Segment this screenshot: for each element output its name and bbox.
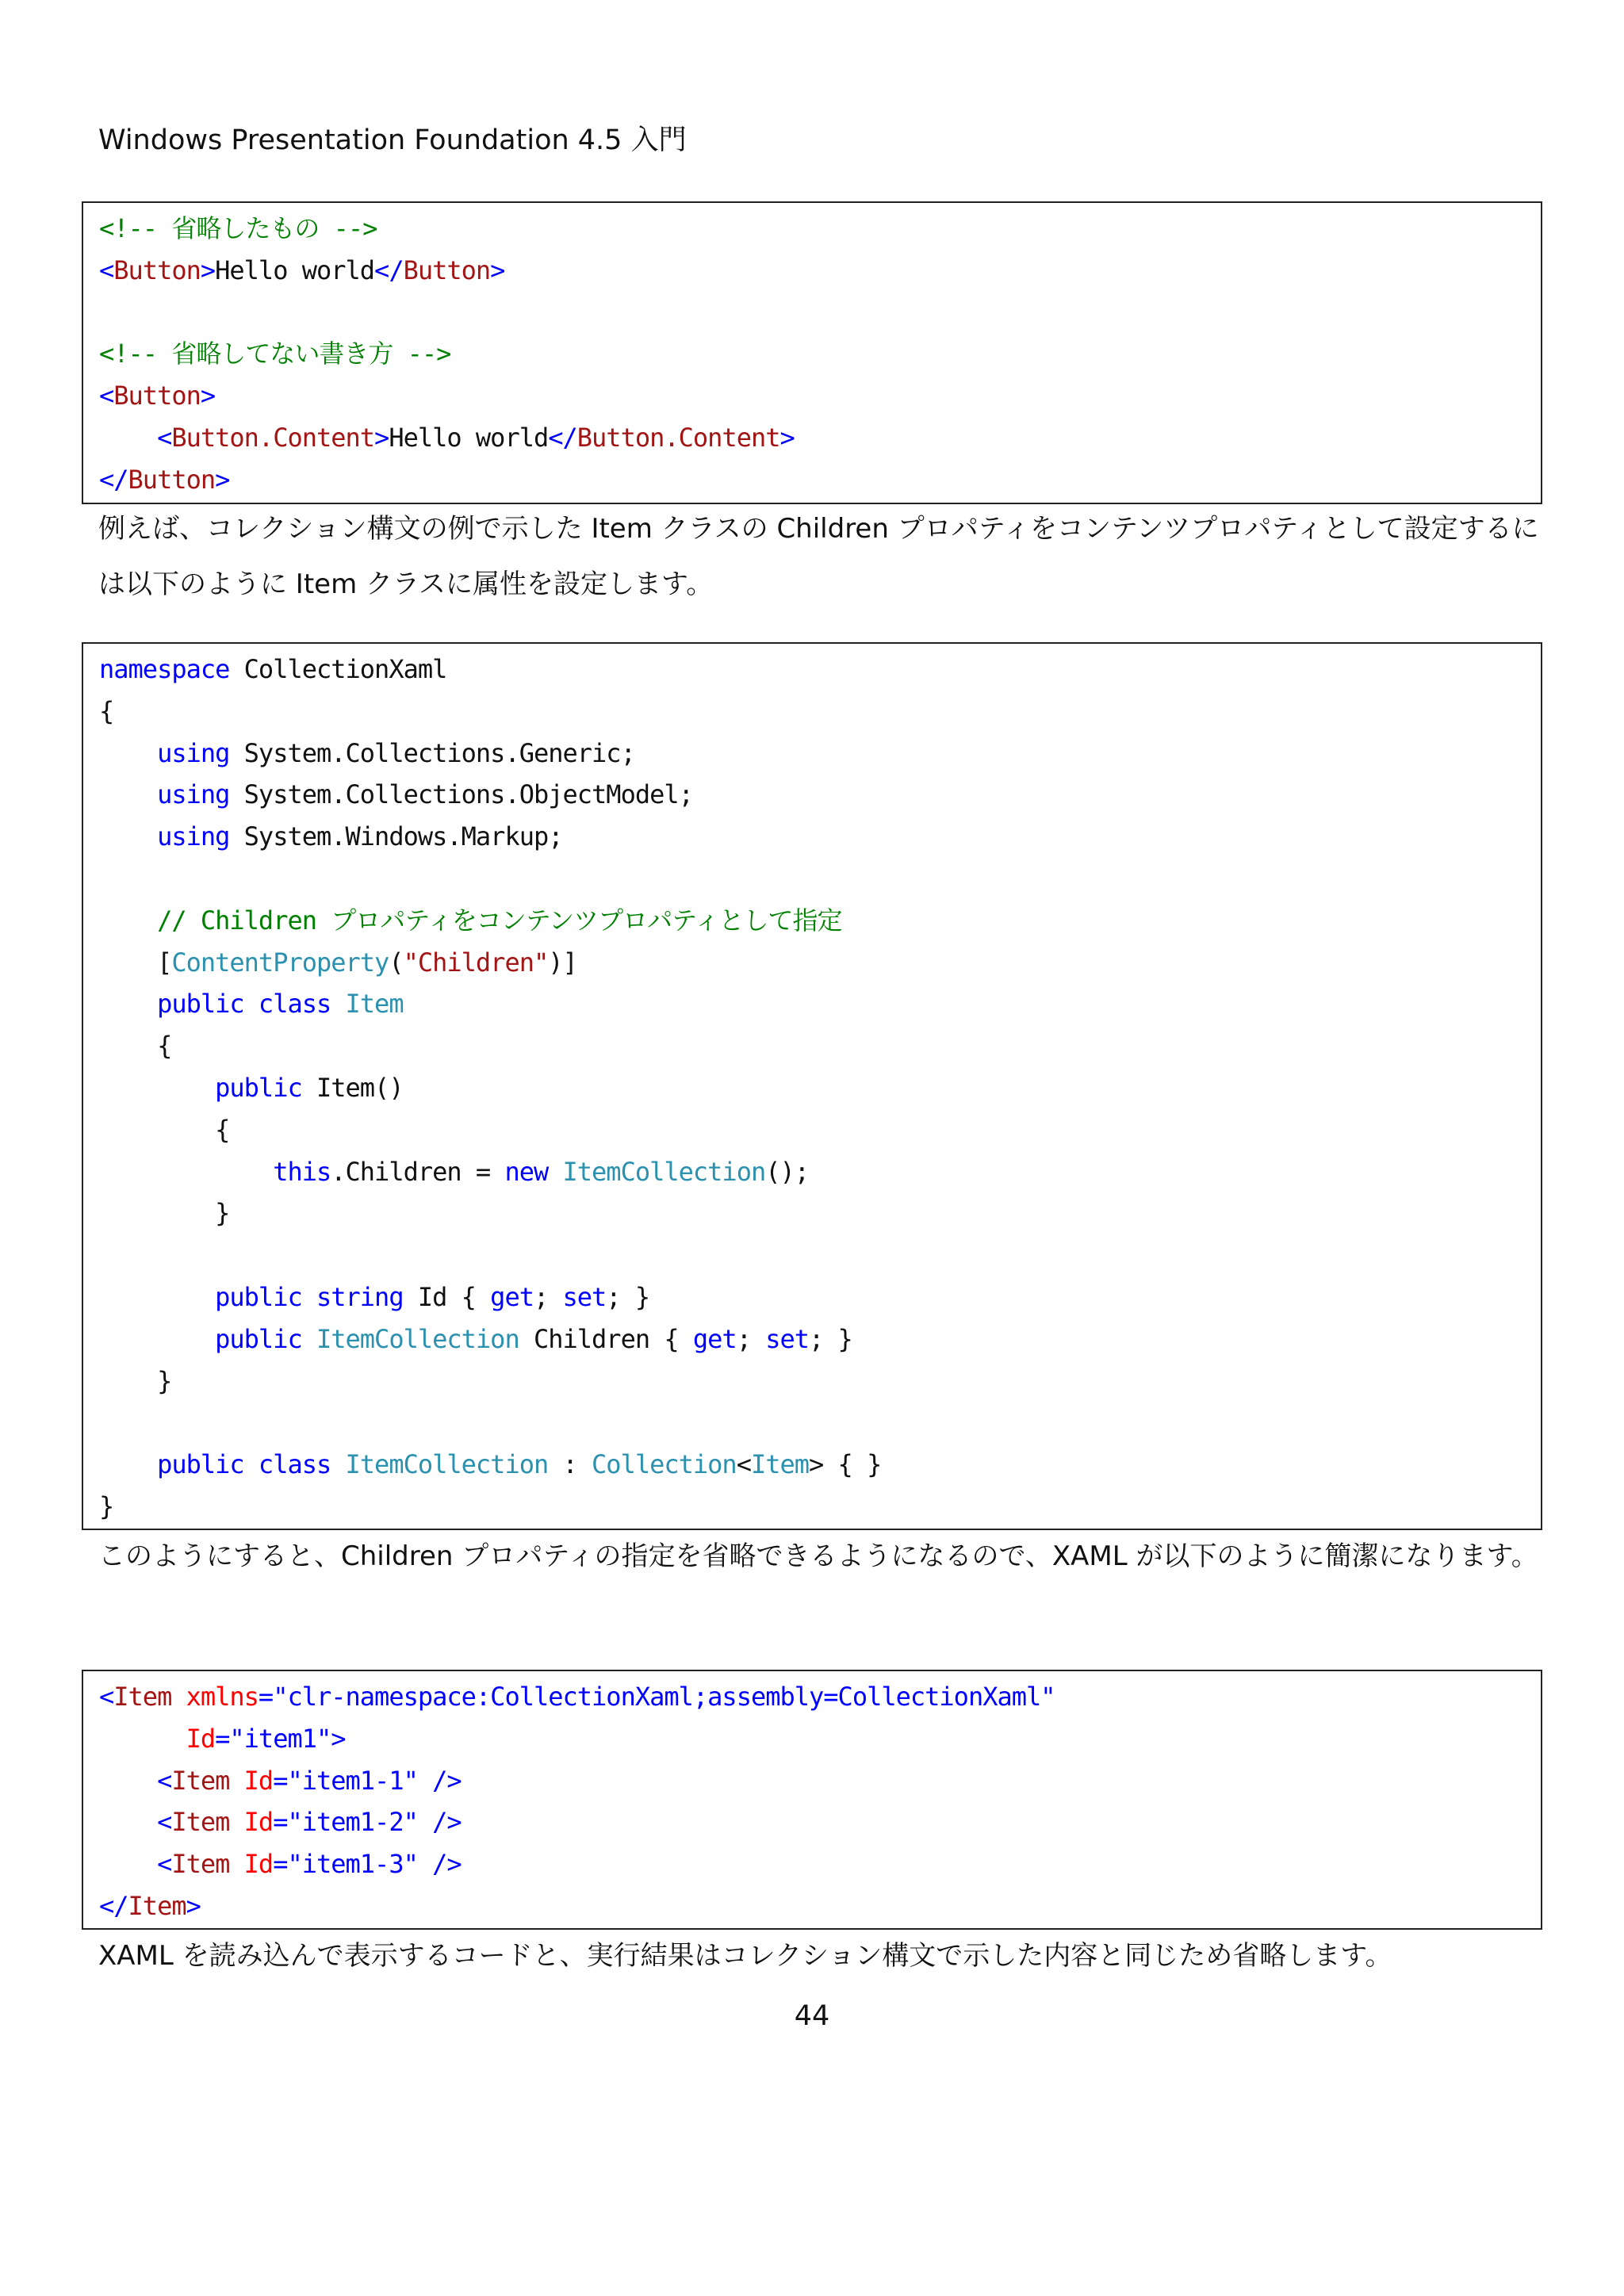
code-token: >: [215, 464, 230, 495]
code-token: >: [779, 422, 795, 453]
code-token: {: [99, 1031, 172, 1062]
code-token: [99, 1849, 157, 1879]
code-token: [244, 1449, 259, 1479]
code-line: [99, 858, 1541, 900]
code-token: <: [99, 254, 114, 285]
code-token: Button: [128, 464, 216, 495]
code-line: [99, 1444, 1541, 1486]
code-token: Id: [243, 1849, 274, 1880]
code-token: >: [374, 422, 389, 453]
code-token: (: [389, 947, 404, 978]
code-token: this: [273, 1156, 331, 1187]
code-token: [99, 821, 157, 851]
code-token: public: [157, 989, 244, 1020]
code-token: ="item1-3": [273, 1849, 418, 1880]
code-line: [99, 774, 1541, 816]
code-token: >: [186, 1890, 201, 1921]
code-block-csharp-item-class: [82, 642, 1542, 1530]
code-token: ="clr-namespace:CollectionXaml;assembly=CollectionXaml": [258, 1682, 1055, 1712]
code-token: :: [548, 1449, 592, 1480]
code-token: <: [99, 381, 114, 411]
code-token: > { }: [809, 1449, 882, 1480]
code-token: <!-- 省略したもの -->: [99, 213, 377, 243]
code-line: [99, 900, 1541, 942]
code-token: namespace: [99, 654, 230, 684]
code-line: [99, 1360, 1541, 1402]
code-token: ();: [765, 1156, 810, 1187]
code-line: [99, 1402, 1541, 1444]
code-token: [: [99, 947, 172, 978]
code-token: System.Windows.Markup;: [229, 821, 563, 852]
code-token: ; }: [606, 1281, 650, 1312]
code-line: [99, 375, 1541, 417]
code-token: Children {: [519, 1323, 693, 1354]
code-token: Item(): [301, 1072, 404, 1103]
code-token: [229, 1849, 243, 1879]
code-token: </: [374, 254, 404, 285]
code-token: <: [157, 1765, 172, 1796]
code-token: [99, 1766, 157, 1796]
code-line: [99, 733, 1541, 775]
code-line: [99, 1885, 1541, 1927]
code-line: [99, 1151, 1541, 1193]
code-token: [302, 1282, 316, 1312]
code-token: Id: [243, 1765, 274, 1796]
code-line: [99, 1025, 1541, 1067]
code-token: />: [432, 1807, 462, 1838]
code-token: CollectionXaml: [229, 654, 447, 684]
code-token: }: [99, 1365, 172, 1396]
code-token: ="item1-1": [273, 1765, 418, 1796]
code-line: [99, 1192, 1541, 1234]
code-line: [99, 1760, 1541, 1802]
code-token: Item: [345, 989, 404, 1020]
code-token: />: [432, 1765, 462, 1796]
code-token: new: [504, 1156, 549, 1187]
code-line: [99, 1234, 1541, 1276]
code-token: Button: [403, 254, 491, 285]
code-token: Button: [113, 254, 201, 285]
code-token: [99, 1807, 157, 1837]
code-line: [99, 1718, 1541, 1760]
code-token: set: [765, 1323, 810, 1354]
code-line: [99, 417, 1541, 459]
code-token: [99, 779, 157, 809]
code-token: get: [490, 1281, 534, 1312]
code-line: [99, 1843, 1541, 1885]
code-line: [99, 1276, 1541, 1318]
code-token: [171, 1682, 186, 1712]
code-block-xaml-item: [82, 1670, 1542, 1930]
code-token: [99, 905, 157, 936]
code-token: set: [562, 1281, 607, 1312]
code-token: >: [200, 254, 216, 285]
code-token: System.Collections.Generic;: [229, 737, 635, 768]
code-token: class: [258, 989, 331, 1020]
code-line: [99, 691, 1541, 733]
code-line: [99, 1801, 1541, 1843]
code-token: Hello world: [389, 422, 549, 453]
code-token: [99, 1282, 215, 1312]
code-token: "Children": [403, 947, 549, 978]
code-line: [99, 1486, 1541, 1528]
code-token: ="item1-2": [273, 1807, 418, 1838]
code-token: class: [258, 1449, 331, 1480]
code-token: [99, 1724, 186, 1754]
code-token: Item: [171, 1807, 230, 1838]
code-line: [99, 208, 1541, 250]
code-token: [99, 1324, 215, 1354]
code-token: using: [157, 737, 230, 768]
code-token: }: [99, 1490, 114, 1521]
paragraph-simplified-xaml: このようにすると、Children プロパティの指定を省略できるようになるので、XAML が以下のように簡潔になります。: [98, 1540, 1538, 1572]
code-token: Id: [186, 1723, 216, 1754]
code-token: Item: [171, 1849, 230, 1880]
code-token: Button.Content: [576, 422, 780, 453]
code-line: [99, 292, 1541, 334]
code-token: >: [490, 254, 505, 285]
code-token: <: [157, 422, 172, 453]
code-line: [99, 1676, 1541, 1718]
code-token: [331, 1449, 345, 1479]
code-line: [99, 333, 1541, 375]
code-token: <: [736, 1449, 751, 1480]
code-token: ContentProperty: [171, 947, 389, 978]
code-token: [99, 989, 157, 1019]
code-token: <: [157, 1849, 172, 1880]
code-token: Hello world: [215, 254, 375, 285]
code-line: [99, 1109, 1541, 1151]
code-token: public: [157, 1449, 244, 1480]
code-line: [99, 816, 1541, 858]
code-token: {: [99, 695, 114, 726]
page-number: 44: [794, 2000, 830, 2032]
code-token: </: [99, 1890, 128, 1921]
code-token: <!-- 省略してない書き方 -->: [99, 339, 451, 369]
code-token: }: [99, 1198, 230, 1229]
code-token: >: [200, 381, 216, 411]
code-token: [99, 423, 157, 453]
code-token: Item: [750, 1449, 810, 1480]
code-token: [331, 989, 345, 1019]
code-token: string: [316, 1281, 404, 1312]
code-token: [99, 1157, 273, 1187]
code-token: ItemCollection: [562, 1156, 766, 1187]
code-token: Id: [243, 1807, 274, 1838]
code-token: )]: [548, 947, 577, 978]
code-token: public: [215, 1072, 302, 1103]
code-token: Id {: [403, 1281, 491, 1312]
code-token: [229, 1807, 243, 1837]
code-line: [99, 1318, 1541, 1360]
page-header: Windows Presentation Foundation 4.5 入門: [98, 124, 687, 156]
code-token: Button.Content: [171, 422, 375, 453]
code-line: [99, 649, 1541, 691]
code-token: [244, 989, 259, 1019]
code-token: public: [215, 1323, 302, 1354]
code-token: [418, 1766, 432, 1796]
code-token: [548, 1157, 562, 1187]
code-token: [418, 1849, 432, 1879]
code-token: Item: [128, 1890, 186, 1921]
code-token: Collection: [592, 1449, 737, 1480]
code-token: ="item1": [215, 1723, 331, 1754]
code-line: [99, 250, 1541, 292]
code-token: [99, 738, 157, 768]
paragraph-content-property-intro: 例えば、コレクション構文の例で示した Item クラスの Children プロパティをコンテンツプロパティとして設定するには以下のように Item クラスに属性を設定します。: [98, 513, 1539, 600]
code-token: using: [157, 779, 230, 810]
code-token: />: [432, 1849, 462, 1880]
code-token: .Children =: [331, 1156, 505, 1187]
code-block-xaml-button: [82, 201, 1542, 504]
code-token: [418, 1807, 432, 1837]
code-token: <: [99, 1682, 114, 1712]
code-token: ItemCollection: [316, 1323, 519, 1354]
code-token: System.Collections.ObjectModel;: [229, 779, 693, 810]
code-line: [99, 983, 1541, 1025]
code-token: ; }: [809, 1323, 852, 1354]
code-token: ;: [736, 1323, 766, 1354]
code-token: </: [548, 422, 577, 453]
code-token: // Children プロパティをコンテンツプロパティとして指定: [157, 905, 842, 936]
code-token: ItemCollection: [345, 1449, 549, 1480]
code-token: [302, 1324, 316, 1354]
code-token: using: [157, 821, 230, 852]
code-token: </: [99, 464, 128, 495]
code-token: ;: [533, 1281, 563, 1312]
code-token: get: [692, 1323, 737, 1354]
code-token: Button: [113, 381, 201, 411]
code-token: <: [157, 1807, 172, 1838]
code-token: >: [331, 1723, 346, 1754]
code-token: [229, 1766, 243, 1796]
code-token: public: [215, 1281, 302, 1312]
code-token: Item: [171, 1765, 230, 1796]
code-token: xmlns: [186, 1682, 259, 1712]
code-token: [99, 1073, 215, 1103]
code-token: [99, 1449, 157, 1479]
paragraph-omitted-note: XAML を読み込んで表示するコードと、実行結果はコレクション構文で示した内容と同じため省略します。: [98, 1940, 1392, 1972]
code-line: [99, 1067, 1541, 1109]
code-token: Item: [113, 1682, 172, 1712]
code-token: {: [99, 1114, 230, 1145]
code-line: [99, 459, 1541, 501]
code-line: [99, 942, 1541, 984]
